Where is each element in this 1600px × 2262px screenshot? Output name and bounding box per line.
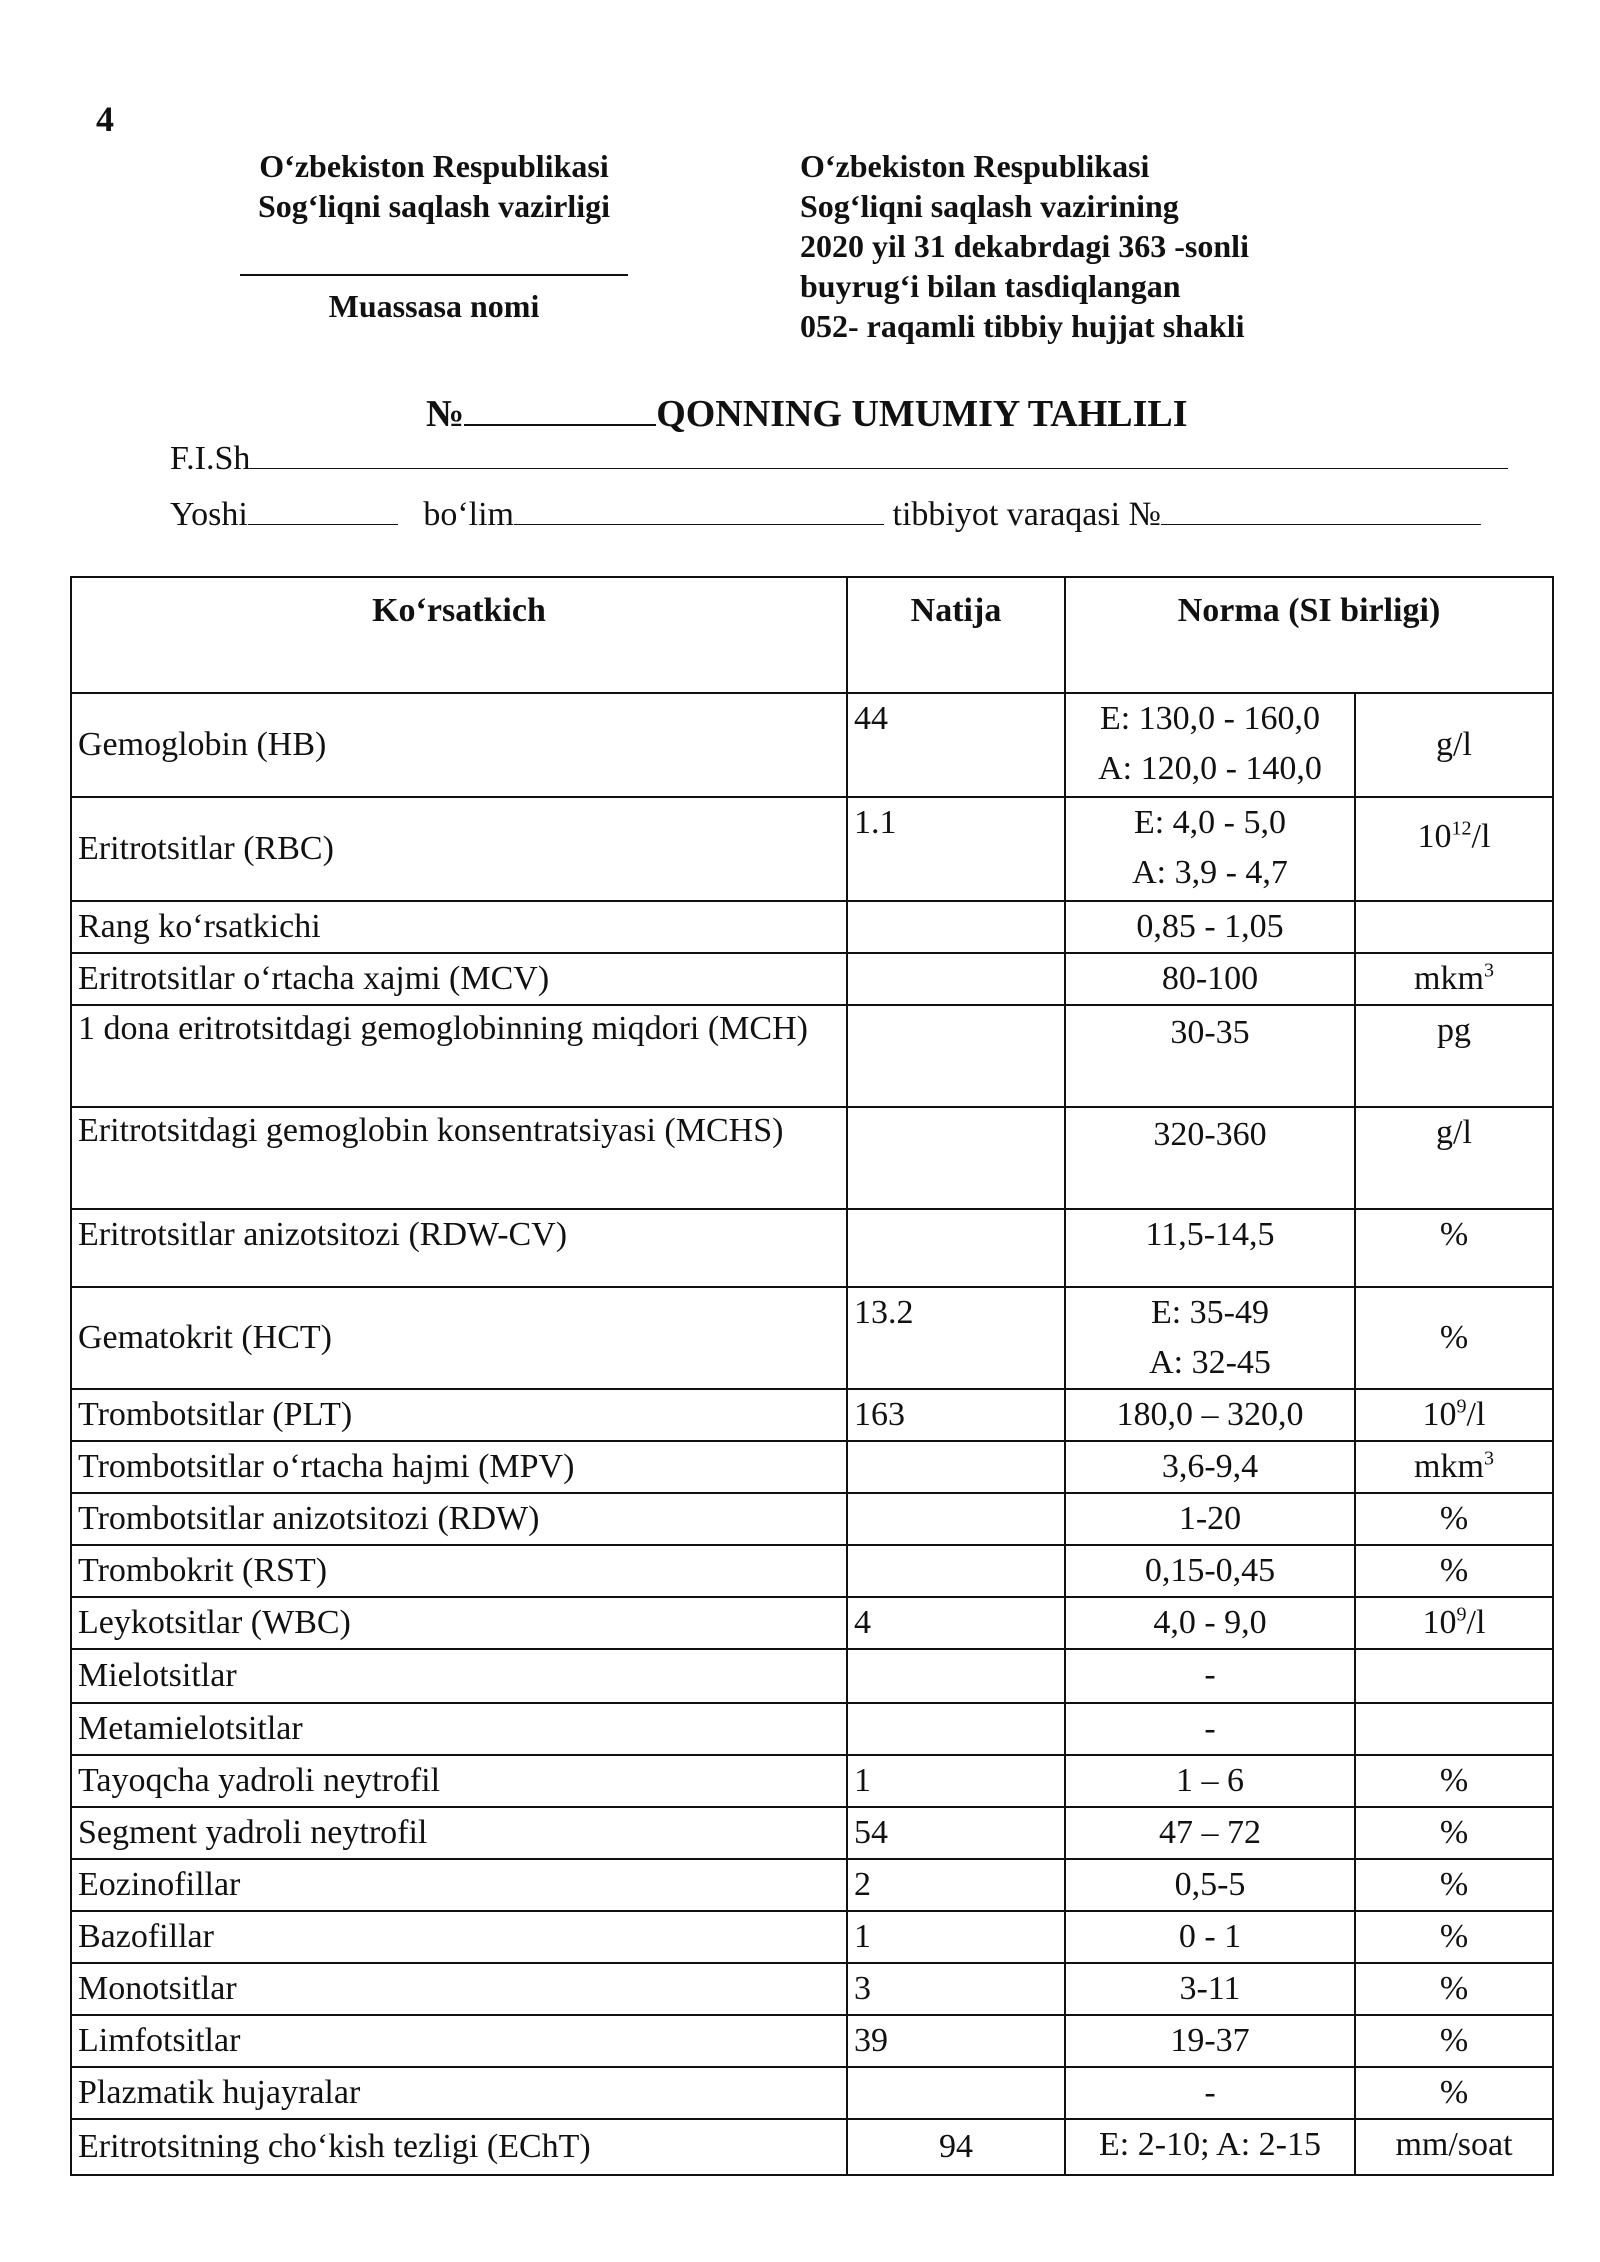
result-value (847, 1703, 1065, 1755)
norm-line: 30-35 (1170, 1014, 1250, 1051)
norm-range (1065, 2119, 1355, 2175)
table-row (71, 1911, 1553, 1963)
norm-line: 11,5-14,5 (1145, 1216, 1275, 1253)
left-header (240, 146, 628, 326)
norm-line: A: 120,0 - 140,0 (1098, 750, 1322, 787)
indicator-name: Gematokrit (HCT) (71, 1287, 847, 1389)
left-header-line1: O‘zbekiston Respublikasi (259, 148, 609, 184)
record-label: tibbiyot varaqasi № (892, 496, 1161, 533)
table-row (71, 1389, 1553, 1441)
indicator-name: Trombokrit (RST) (71, 1545, 847, 1597)
unit: g/l (1355, 693, 1553, 797)
indicator-name: Monotsitlar (71, 1963, 847, 2015)
header-result: Natija (847, 577, 1065, 693)
unit-base: 10 (1417, 818, 1452, 855)
unit-base: 10 (1422, 1604, 1457, 1641)
norm-range (1065, 1703, 1355, 1755)
record-blank (1161, 496, 1481, 525)
result-value: 4 (847, 1597, 1065, 1649)
table-row (71, 953, 1553, 1005)
norm-line: 19-37 (1170, 2022, 1250, 2059)
fish-field-row (170, 440, 1508, 478)
result-value (847, 1493, 1065, 1545)
indicator-name: Eritrotsitlar anizotsitozi (RDW-CV) (71, 1209, 847, 1287)
table-row (71, 1493, 1553, 1545)
norm-range (1065, 1755, 1355, 1807)
institution-label: Muassasa nomi (328, 288, 540, 324)
table-row (71, 1859, 1553, 1911)
unit: % (1355, 1545, 1553, 1597)
result-value (847, 1545, 1065, 1597)
department-label: bo‘lim (423, 496, 514, 533)
document-title (426, 392, 1188, 436)
right-header-line2: Sog‘liqni saqlash vazirining (800, 188, 1179, 224)
right-header-line5: 052- raqamli tibbiy hujjat shakli (800, 308, 1245, 344)
norm-range (1065, 1389, 1355, 1441)
unit: % (1355, 1963, 1553, 2015)
unit-exponent: 12 (1451, 817, 1472, 840)
norm-range (1065, 1107, 1355, 1209)
result-value: 1 (847, 1911, 1065, 1963)
table-row (71, 2119, 1553, 2175)
result-value: 94 (847, 2119, 1065, 2175)
right-header-line3: 2020 yil 31 dekabrdagi 363 -sonli (800, 228, 1249, 264)
unit-tail: /l (1466, 1396, 1486, 1433)
norm-range (1065, 1859, 1355, 1911)
norm-line: 1-20 (1178, 1500, 1242, 1537)
norm-line: 47 – 72 (1159, 1814, 1261, 1851)
left-header-line2: Sog‘liqni saqlash vazirligi (257, 188, 611, 224)
right-header (800, 146, 1249, 346)
unit-exponent: 3 (1483, 1447, 1494, 1470)
result-value (847, 901, 1065, 953)
result-value: 1 (847, 1755, 1065, 1807)
norm-range (1065, 1493, 1355, 1545)
norm-line: 0,5-5 (1174, 1866, 1246, 1903)
table-row (71, 1107, 1553, 1209)
indicator-name: Trombotsitlar (PLT) (71, 1389, 847, 1441)
norm-range (1065, 1287, 1355, 1389)
result-value (847, 953, 1065, 1005)
indicator-name: Plazmatik hujayralar (71, 2067, 847, 2119)
norm-line: E: 4,0 - 5,0 (1133, 804, 1287, 841)
number-sign: № (426, 393, 465, 435)
indicator-name: Segment yadroli neytrofil (71, 1807, 847, 1859)
unit: % (1355, 1209, 1553, 1287)
indicator-name: Bazofillar (71, 1911, 847, 1963)
result-value (847, 1107, 1065, 1209)
norm-line: 3,6-9,4 (1161, 1448, 1259, 1485)
table-row (71, 1755, 1553, 1807)
result-value (847, 1005, 1065, 1107)
age-label: Yoshi (170, 496, 248, 533)
norm-line: 320-360 (1153, 1116, 1267, 1153)
fish-blank (250, 440, 1508, 469)
result-value: 163 (847, 1389, 1065, 1441)
table-row (71, 797, 1553, 901)
unit: mm/soat (1355, 2119, 1553, 2175)
unit: % (1355, 1493, 1553, 1545)
result-value: 2 (847, 1859, 1065, 1911)
norm-range (1065, 1649, 1355, 1703)
norm-range (1065, 2015, 1355, 2067)
result-value: 3 (847, 1963, 1065, 2015)
header-norm: Norma (SI birligi) (1065, 577, 1553, 693)
unit (1355, 1703, 1553, 1755)
indicator-name: Gemoglobin (HB) (71, 693, 847, 797)
norm-line: 180,0 – 320,0 (1116, 1396, 1304, 1433)
indicator-name: Eritrotsitlar o‘rtacha xajmi (MCV) (71, 953, 847, 1005)
norm-range (1065, 693, 1355, 797)
norm-range (1065, 953, 1355, 1005)
norm-line: - (1204, 1710, 1216, 1747)
norm-line: 0,85 - 1,05 (1136, 908, 1284, 945)
unit: g/l (1355, 1107, 1553, 1209)
table-row (71, 1963, 1553, 2015)
unit: % (1355, 1287, 1553, 1389)
result-value: 39 (847, 2015, 1065, 2067)
norm-line: A: 3,9 - 4,7 (1132, 854, 1288, 891)
right-header-line4: buyrug‘i bilan tasdiqlangan (800, 268, 1181, 304)
table-row (71, 1807, 1553, 1859)
unit: % (1355, 2067, 1553, 2119)
indicator-name: Trombotsitlar anizotsitozi (RDW) (71, 1493, 847, 1545)
right-header-line1: O‘zbekiston Respublikasi (800, 148, 1150, 184)
table-row (71, 2067, 1553, 2119)
unit: % (1355, 1755, 1553, 1807)
indicator-name: Limfotsitlar (71, 2015, 847, 2067)
table-row (71, 901, 1553, 953)
table-row (71, 1441, 1553, 1493)
unit (1355, 1597, 1553, 1649)
norm-range (1065, 2067, 1355, 2119)
norm-range (1065, 1441, 1355, 1493)
unit-base: 10 (1422, 1396, 1457, 1433)
table-row (71, 1597, 1553, 1649)
institution-name-blank (240, 254, 628, 276)
table-row (71, 1703, 1553, 1755)
page-number: 4 (96, 99, 114, 139)
indicator-name: Trombotsitlar o‘rtacha hajmi (MPV) (71, 1441, 847, 1493)
result-value: 44 (847, 693, 1065, 797)
norm-line: E: 35-49 (1150, 1294, 1270, 1331)
indicator-name: 1 dona eritrotsitdagi gemoglobinning miqdori (MCH) (71, 1005, 847, 1107)
indicator-name: Tayoqcha yadroli neytrofil (71, 1755, 847, 1807)
header-indicator: Ko‘rsatkich (71, 577, 847, 693)
norm-range (1065, 1209, 1355, 1287)
department-blank (514, 496, 884, 525)
norm-line: - (1204, 2074, 1216, 2111)
norm-line: E: 130,0 - 160,0 (1099, 700, 1321, 737)
fish-label: F.I.Sh (170, 440, 251, 477)
unit-exponent: 9 (1456, 1395, 1467, 1418)
norm-range (1065, 1545, 1355, 1597)
unit: pg (1355, 1005, 1553, 1107)
table-row (71, 2015, 1553, 2067)
unit-tail: /l (1466, 1604, 1486, 1641)
unit-exponent: 9 (1456, 1603, 1467, 1626)
indicator-name: Leykotsitlar (WBC) (71, 1597, 847, 1649)
norm-range (1065, 1963, 1355, 2015)
norm-line: 3-11 (1179, 1970, 1241, 2007)
age-blank (248, 496, 398, 525)
unit: % (1355, 2015, 1553, 2067)
table-row (71, 1545, 1553, 1597)
indicator-name: Mielotsitlar (71, 1649, 847, 1703)
indicator-name: Eritrotsitning cho‘kish tezligi (EChT) (71, 2119, 847, 2175)
unit (1355, 797, 1553, 901)
title-text: QONNING UMUMIY TAHLILI (656, 393, 1188, 435)
result-value: 1.1 (847, 797, 1065, 901)
unit (1355, 1441, 1553, 1493)
indicator-name: Eritrotsitlar (RBC) (71, 797, 847, 901)
table-row (71, 1287, 1553, 1389)
table-row (71, 1209, 1553, 1287)
result-value: 13.2 (847, 1287, 1065, 1389)
unit (1355, 1389, 1553, 1441)
table-header-row (71, 577, 1553, 693)
indicator-name: Rang ko‘rsatkichi (71, 901, 847, 953)
indicator-name: Metamielotsitlar (71, 1703, 847, 1755)
unit-base: mkm (1414, 960, 1484, 997)
norm-line: 0 - 1 (1178, 1918, 1242, 1955)
norm-line: 0,15-0,45 (1144, 1552, 1276, 1589)
table-row (71, 1649, 1553, 1703)
result-value (847, 2067, 1065, 2119)
norm-range (1065, 1005, 1355, 1107)
indicator-name: Eozinofillar (71, 1859, 847, 1911)
norm-line: E: 2-10; A: 2-15 (1099, 2126, 1321, 2163)
norm-line: A: 32-45 (1149, 1344, 1271, 1381)
result-value (847, 1209, 1065, 1287)
analysis-table (70, 576, 1554, 2176)
table-row (71, 1005, 1553, 1107)
result-value (847, 1649, 1065, 1703)
norm-line: - (1204, 1656, 1216, 1693)
unit (1355, 953, 1553, 1005)
indicator-name: Eritrotsitdagi gemoglobin konsentratsiyasi (MCHS) (71, 1107, 847, 1209)
unit: % (1355, 1807, 1553, 1859)
unit-base: mkm (1414, 1448, 1484, 1485)
unit: % (1355, 1911, 1553, 1963)
norm-line: 4,0 - 9,0 (1153, 1604, 1267, 1641)
norm-range (1065, 901, 1355, 953)
unit (1355, 901, 1553, 953)
norm-range (1065, 1911, 1355, 1963)
unit-exponent: 3 (1483, 959, 1494, 982)
norm-range (1065, 797, 1355, 901)
norm-range (1065, 1807, 1355, 1859)
result-value: 54 (847, 1807, 1065, 1859)
norm-line: 80-100 (1161, 960, 1259, 997)
document-number-blank (464, 394, 656, 426)
unit (1355, 1649, 1553, 1703)
norm-line: 1 – 6 (1176, 1762, 1244, 1799)
table-row (71, 693, 1553, 797)
age-field-row (170, 496, 1481, 534)
result-value (847, 1441, 1065, 1493)
unit: % (1355, 1859, 1553, 1911)
norm-range (1065, 1597, 1355, 1649)
unit-tail: /l (1471, 818, 1491, 855)
